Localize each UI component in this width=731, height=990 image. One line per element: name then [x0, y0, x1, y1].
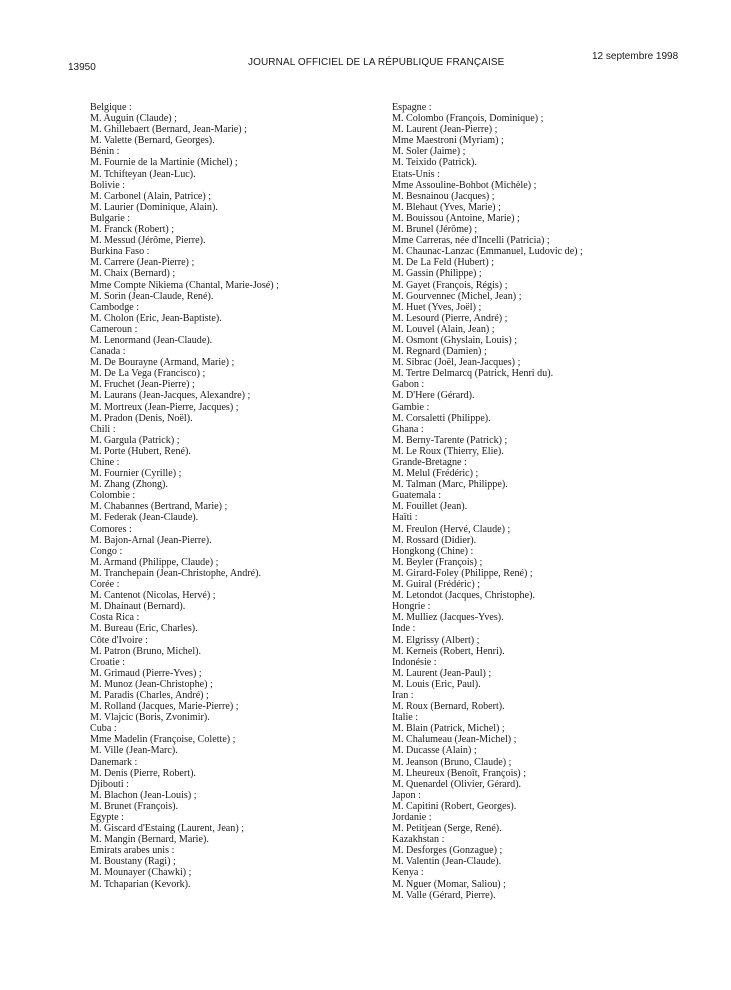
country-heading: Guatemala : — [392, 490, 442, 502]
appointee-name: M. Elgrissy (Albert) ; — [392, 634, 480, 646]
country-heading: Costa Rica : — [90, 612, 140, 624]
appointee-name: Mme Maestroni (Myriam) ; — [392, 135, 504, 147]
appointee-name: M. Tertre Delmarcq (Patrick, Henri du). — [392, 368, 554, 380]
country-heading: Chili : — [90, 423, 116, 435]
appointee-name: M. Petitjean (Serge, René). — [392, 823, 502, 835]
appointee-name: M. Roux (Bernard, Robert). — [392, 701, 505, 713]
country-heading: Kenya : — [392, 867, 424, 879]
country-heading: Hongkong (Chine) : — [392, 545, 474, 557]
page-header — [0, 0, 731, 80]
appointee-name: M. Laurier (Dominique, Alain). — [90, 201, 218, 213]
appointee-name: M. Grimaud (Pierre-Yves) ; — [90, 667, 202, 679]
appointee-name: M. Bouissou (Antoine, Marie) ; — [392, 212, 520, 224]
appointee-name: M. Valentin (Jean-Claude). — [392, 856, 502, 868]
appointee-name: M. Fruchet (Jean-Pierre) ; — [90, 379, 195, 391]
appointee-name: M. Valle (Gérard, Pierre). — [392, 889, 496, 901]
appointee-name: M. Pradon (Denis, Noël). — [90, 412, 193, 424]
appointee-name: M. Guiral (Frédéric) ; — [392, 579, 481, 591]
country-heading: Japon : — [392, 789, 421, 801]
appointee-name: M. Blain (Patrick, Michel) ; — [392, 723, 505, 735]
appointee-name: M. Blehaut (Yves, Marie) ; — [392, 201, 501, 213]
page-number: 13950 — [68, 62, 96, 73]
country-heading: Inde : — [392, 623, 416, 635]
appointee-name: M. Le Roux (Thierry, Elie). — [392, 445, 504, 457]
appointee-name: M. Soler (Jaime) ; — [392, 146, 466, 158]
appointee-name: M. Blachon (Jean-Louis) ; — [90, 789, 197, 801]
appointee-name: M. Beyler (François) ; — [392, 556, 483, 568]
appointee-name: M. Desforges (Gonzague) ; — [392, 845, 503, 857]
country-heading: Hongrie : — [392, 601, 431, 613]
appointee-name: M. Chaix (Bernard) ; — [90, 268, 176, 280]
country-heading: Belgique : — [90, 102, 132, 113]
appointee-name: M. Porte (Hubert, René). — [90, 445, 191, 457]
country-heading: Bolivie : — [90, 179, 126, 191]
appointee-name: M. De La Feld (Hubert) ; — [392, 257, 495, 269]
appointee-name: Mme Madelin (Françoise, Colette) ; — [90, 734, 236, 746]
appointee-name: M. Lesourd (Pierre, André) ; — [392, 312, 508, 324]
appointee-name: M. Denis (Pierre, Robert). — [90, 767, 196, 779]
appointee-name: M. Armand (Philippe, Claude) ; — [90, 556, 219, 568]
appointee-name: M. Nguer (Momar, Saliou) ; — [392, 878, 506, 890]
country-heading: Corée : — [90, 579, 120, 591]
country-heading: Comores : — [90, 523, 132, 535]
country-heading: Bénin : — [90, 146, 120, 158]
appointee-name: M. Quenardel (Olivier, Gérard). — [392, 778, 522, 790]
country-heading: Cambodge : — [90, 301, 140, 313]
country-heading: Indonésie : — [392, 656, 437, 668]
appointee-name: M. Corsaletti (Philippe). — [392, 412, 491, 424]
appointee-name: M. Osmont (Ghyslain, Louis) ; — [392, 334, 518, 346]
country-heading: Iran : — [392, 689, 414, 701]
appointee-name: M. Chalumeau (Jean-Michel) ; — [392, 734, 517, 746]
appointee-name: M. Mortreux (Jean-Pierre, Jacques) ; — [90, 401, 239, 413]
appointee-name: M. Mulliez (Jacques-Yves). — [392, 612, 504, 624]
appointee-name: M. Talman (Marc, Philippe). — [392, 479, 508, 491]
appointee-name: M. Bajon-Arnal (Jean-Pierre). — [90, 534, 212, 546]
appointee-name: M. Franck (Robert) ; — [90, 224, 175, 236]
country-heading: Espagne : — [392, 102, 432, 113]
appointee-name: M. Freulon (Hervé, Claude) ; — [392, 523, 511, 535]
country-heading: Chine : — [90, 457, 120, 468]
appointee-name: M. De Bourayne (Armand, Marie) ; — [90, 357, 235, 369]
appointee-name: M. Girard-Foley (Philippe, René) ; — [392, 567, 533, 579]
country-heading: Gambie : — [392, 401, 430, 413]
appointee-name: M. Huet (Yves, Joël) ; — [392, 301, 482, 313]
country-heading: Jordanie : — [392, 812, 432, 823]
appointee-name: M. Chabannes (Bertrand, Marie) ; — [90, 501, 228, 513]
appointee-name: M. Lheureux (Benoît, François) ; — [392, 767, 526, 779]
country-heading: Congo : — [90, 545, 123, 557]
appointee-name: M. Gassin (Philippe) ; — [392, 268, 482, 280]
appointee-name: M. Regnard (Damien) ; — [392, 346, 487, 358]
appointee-name: M. Patron (Bruno, Michel). — [90, 645, 202, 657]
appointee-name: M. Bureau (Eric, Charles). — [90, 623, 198, 635]
left-column — [90, 102, 360, 890]
appointee-name: M. Auguin (Claude) ; — [90, 113, 177, 125]
country-heading: Colombie : — [90, 490, 136, 502]
appointee-name: M. Munoz (Jean-Christophe) ; — [90, 678, 213, 690]
appointee-name: M. Sorin (Jean-Claude, René). — [90, 290, 214, 302]
appointee-name: M. Teixido (Patrick). — [392, 157, 477, 169]
appointee-name: M. Brunet (François). — [90, 800, 179, 812]
appointee-name: M. Cholon (Eric, Jean-Baptiste). — [90, 312, 222, 324]
appointee-name: M. Gourvennec (Michel, Jean) ; — [392, 290, 522, 302]
appointee-name: M. Berny-Tarente (Patrick) ; — [392, 434, 508, 446]
issue-date: 12 septembre 1998 — [592, 51, 679, 62]
appointee-name: M. Capitini (Robert, Georges). — [392, 800, 517, 812]
appointee-name: M. Louis (Eric, Paul). — [392, 678, 481, 690]
country-heading: Haïti : — [392, 512, 418, 524]
country-heading: Djibouti : — [90, 778, 129, 790]
appointee-name: M. Carbonel (Alain, Patrice) ; — [90, 190, 212, 202]
appointee-name: M. Fouillet (Jean). — [392, 501, 468, 513]
appointee-name: M. Besnainou (Jacques) ; — [392, 190, 495, 202]
appointee-name: M. Boustany (Ragi) ; — [90, 856, 176, 868]
country-heading: Croatie : — [90, 656, 126, 668]
appointee-name: M. Tchaparian (Kevork). — [90, 878, 191, 890]
country-heading: Cameroun : — [90, 323, 138, 335]
country-heading: Cuba : — [90, 723, 117, 735]
appointee-name: M. Laurent (Jean-Paul) ; — [392, 667, 492, 679]
appointee-name: M. Fournie de la Martinie (Michel) ; — [90, 157, 238, 169]
appointee-name: M. Zhang (Zhong). — [90, 479, 168, 491]
country-heading: Danemark : — [90, 756, 138, 768]
appointee-name: Mme Carreras, née d'Incelli (Patricia) ; — [392, 235, 550, 247]
appointee-name: M. Letondot (Jacques, Christophe). — [392, 590, 535, 602]
appointee-name: M. Valette (Bernard, Georges). — [90, 135, 215, 147]
country-heading: Grande-Bretagne : — [392, 457, 467, 468]
appointee-name: M. Tchifteyan (Jean-Luc). — [90, 168, 196, 180]
country-heading: Etats-Unis : — [392, 168, 440, 180]
appointee-name: M. Rolland (Jacques, Marie-Pierre) ; — [90, 701, 239, 713]
right-column — [392, 102, 692, 901]
appointee-name: M. Giscard d'Estaing (Laurent, Jean) ; — [90, 823, 245, 835]
appointee-name: M. Vlajcic (Boris, Zvonimir). — [90, 712, 210, 724]
country-heading: Côte d'Ivoire : — [90, 634, 148, 646]
country-heading: Canada : — [90, 346, 126, 358]
appointee-name: M. Ghillebaert (Bernard, Jean-Marie) ; — [90, 124, 247, 136]
appointee-name: M. Carrere (Jean-Pierre) ; — [90, 257, 195, 269]
country-heading: Kazakhstan : — [392, 834, 445, 846]
appointee-name: M. Sibrac (Joël, Jean-Jacques) ; — [392, 357, 521, 369]
appointee-name: M. Mounayer (Chawki) ; — [90, 867, 192, 879]
appointee-name: M. Melul (Frédéric) ; — [392, 468, 479, 480]
appointee-name: M. Jeanson (Bruno, Claude) ; — [392, 756, 512, 768]
country-heading: Burkina Faso : — [90, 246, 150, 258]
appointee-name: M. Cantenot (Nicolas, Hervé) ; — [90, 590, 216, 602]
appointee-name: M. Paradis (Charles, André) ; — [90, 689, 209, 701]
appointee-name: M. Kerneis (Robert, Henri). — [392, 645, 505, 657]
appointee-name: M. Fournier (Cyrille) ; — [90, 468, 182, 480]
appointee-name: M. Louvel (Alain, Jean) ; — [392, 323, 495, 335]
appointee-name: Mme Assouline-Bohbot (Michèle) ; — [392, 179, 537, 191]
appointee-name: M. Rossard (Didier). — [392, 534, 477, 546]
appointee-name: M. Ville (Jean-Marc). — [90, 745, 178, 757]
country-heading: Italie : — [392, 712, 419, 724]
appointee-name: M. Lenormand (Jean-Claude). — [90, 334, 213, 346]
appointee-name: M. Laurans (Jean-Jacques, Alexandre) ; — [90, 390, 251, 402]
country-heading: Bulgarie : — [90, 212, 131, 224]
appointee-name: M. Chaunac-Lanzac (Emmanuel, Ludovic de) ; — [392, 246, 583, 258]
appointee-name: M. Dhainaut (Bernard). — [90, 601, 186, 613]
appointee-name: M. Ducasse (Alain) ; — [392, 745, 477, 757]
appointee-name: M. Mangin (Bernard, Marie). — [90, 834, 209, 846]
appointee-name: M. Colombo (François, Dominique) ; — [392, 113, 544, 125]
appointee-name: M. Gargula (Patrick) ; — [90, 434, 180, 446]
appointee-name: M. Messud (Jérôme, Pierre). — [90, 235, 206, 247]
appointee-name: M. D'Here (Gérard). — [392, 390, 475, 402]
appointee-name: Mme Compte Nikiema (Chantal, Marie-José) ; — [90, 279, 279, 291]
appointee-name: M. Federak (Jean-Claude). — [90, 512, 199, 524]
appointee-name: M. Tranchepain (Jean-Christophe, André). — [90, 567, 262, 579]
country-heading: Gabon : — [392, 379, 425, 391]
appointee-name: M. De La Vega (Francisco) ; — [90, 368, 206, 380]
country-heading: Emirats arabes unis : — [90, 845, 175, 857]
journal-title: JOURNAL OFFICIEL DE LA RÉPUBLIQUE FRANÇAISE — [248, 57, 505, 68]
country-heading: Ghana : — [392, 423, 424, 435]
appointee-name: M. Gayet (François, Régis) ; — [392, 279, 508, 291]
appointee-name: M. Brunel (Jérôme) ; — [392, 224, 478, 236]
appointee-name: M. Laurent (Jean-Pierre) ; — [392, 124, 498, 136]
country-heading: Egypte : — [90, 812, 124, 823]
